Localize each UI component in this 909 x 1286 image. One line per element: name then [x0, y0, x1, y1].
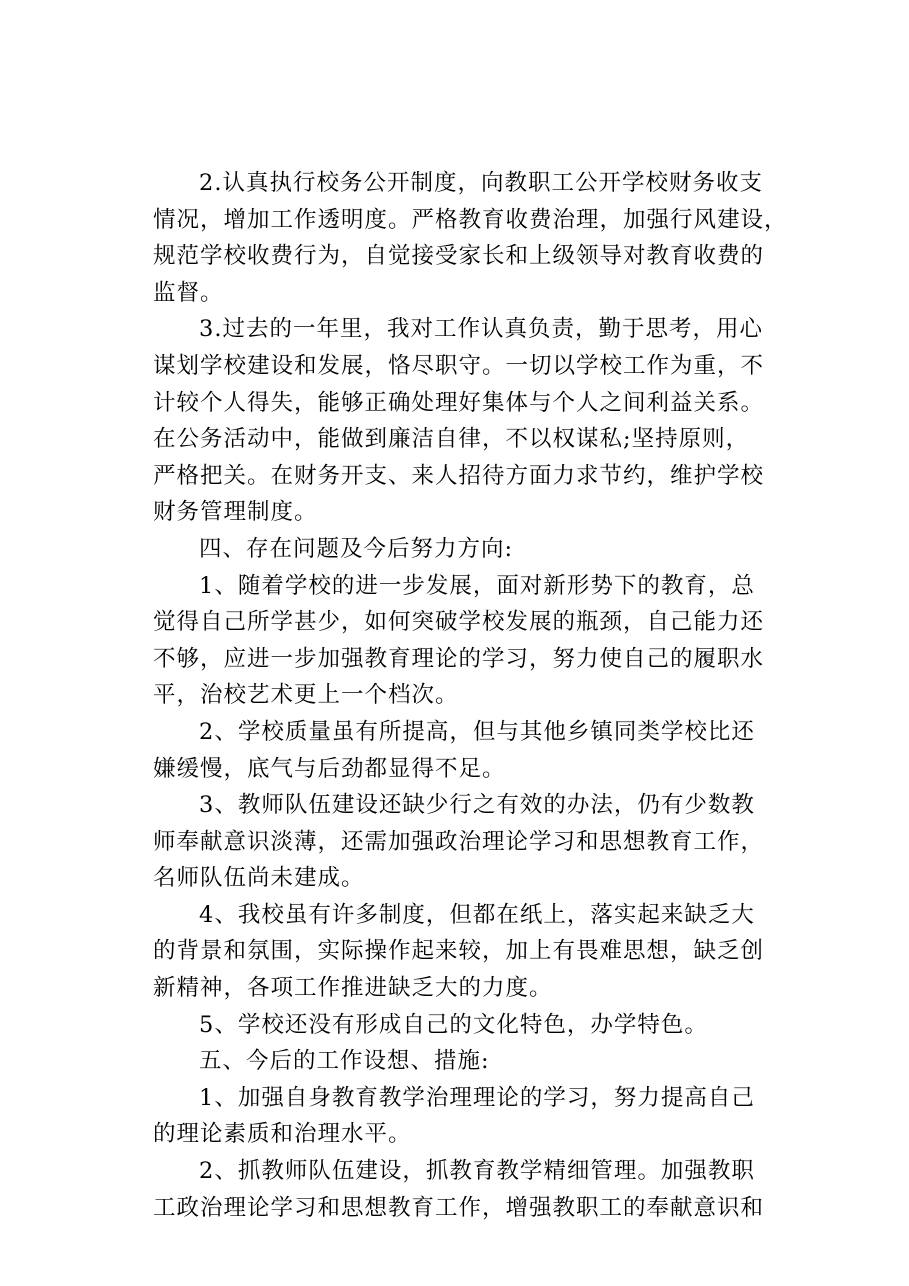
text-line: 不够，应进一步加强教育理论的学习，努力使自己的履职水	[153, 645, 765, 672]
text-line: 1、加强自身教育教学治理理论的学习，努力提高自己	[199, 1084, 755, 1111]
document-body	[153, 165, 793, 1226]
text-line: 工政治理论学习和思想教育工作，增强教职工的奉献意识和	[153, 1194, 765, 1221]
text-line: 名师队伍尚未建成。	[153, 865, 365, 892]
text-line: 谋划学校建设和发展，恪尽职守。一切以学校工作为重，不	[153, 352, 765, 379]
text-line: 3、教师队伍建设还缺少行之有效的办法，仍有少数教	[199, 792, 755, 819]
text-line: 财务管理制度。	[153, 499, 318, 526]
text-line: 3.过去的一年里，我对工作认真负责，勤于思考，用心	[199, 316, 763, 343]
text-line: 严格把关。在财务开支、来人招待方面力求节约，维护学校	[153, 462, 765, 489]
text-line: 规范学校收费行为，自觉接受家长和上级领导对教育收费的	[153, 243, 765, 270]
text-line: 情况，增加工作透明度。严格教育收费治理，加强行风建设，	[153, 206, 788, 233]
text-line: 监督。	[153, 279, 224, 306]
text-line: 平，治校艺术更上一个档次。	[153, 682, 459, 709]
text-line: 2、抓教师队伍建设，抓教育教学精细管理。加强教职	[199, 1158, 755, 1185]
text-line: 五、今后的工作设想、措施:	[199, 1048, 490, 1075]
text-line: 在公务活动中，能做到廉洁自律，不以权谋私;坚持原则，	[153, 426, 750, 453]
text-line: 2.认真执行校务公开制度，向教职工公开学校财务收支	[199, 170, 763, 196]
text-line: 嫌缓慢，底气与后劲都显得不足。	[153, 755, 506, 782]
text-line: 觉得自己所学甚少，如何突破学校发展的瓶颈，自己能力还	[153, 609, 765, 636]
text-line: 5、学校还没有形成自己的文化特色，办学特色。	[199, 1011, 708, 1038]
text-line: 师奉献意识淡薄，还需加强政治理论学习和思想教育工作，	[153, 828, 765, 855]
text-line: 的理论素质和治理水平。	[153, 1121, 412, 1148]
text-line: 2、学校质量虽有所提高，但与其他乡镇同类学校比还	[199, 718, 755, 745]
text-line: 新精神，各项工作推进缺乏大的力度。	[153, 975, 553, 1002]
text-line: 四、存在问题及今后努力方向:	[199, 535, 514, 562]
text-line: 计较个人得失，能够正确处理好集体与个人之间利益关系。	[153, 389, 765, 416]
text-line: 1、随着学校的进一步发展，面对新形势下的教育，总	[199, 572, 755, 599]
text-line: 的背景和氛围，实际操作起来较，加上有畏难思想，缺乏创	[153, 938, 765, 965]
text-line: 4、我校虽有许多制度，但都在纸上，落实起来缺乏大	[199, 901, 755, 928]
